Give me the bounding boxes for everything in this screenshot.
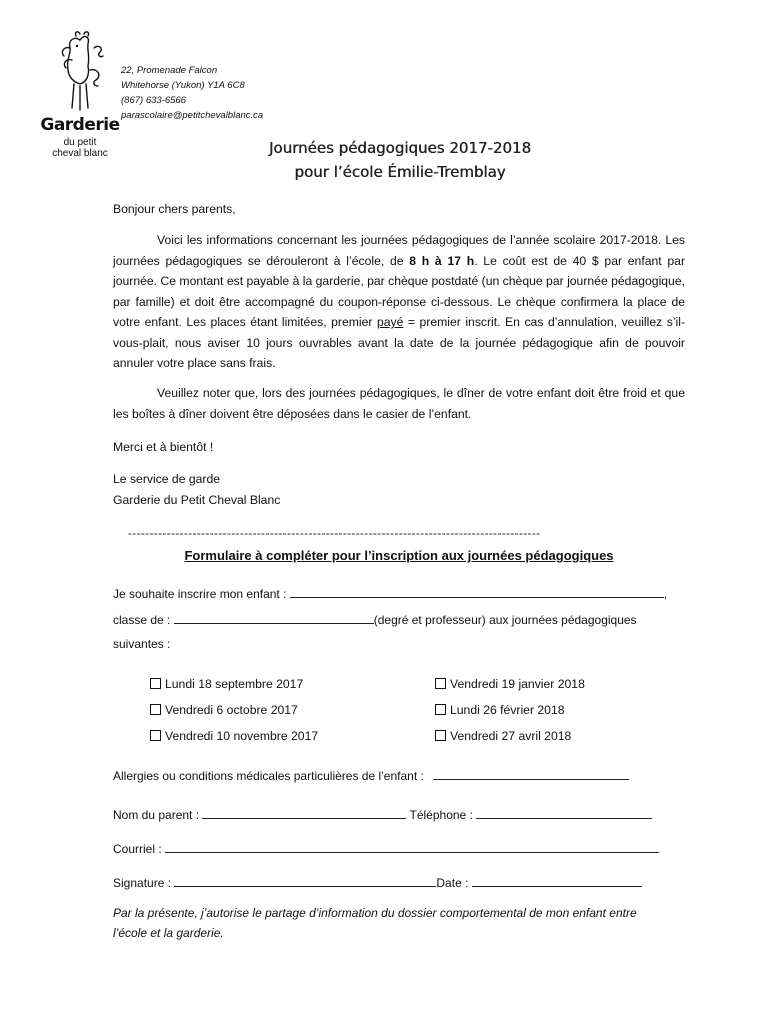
greeting: Bonjour chers parents, <box>113 202 236 216</box>
child-name-label: Je souhaite inscrire mon enfant : <box>113 587 287 601</box>
signature-field[interactable] <box>174 874 436 887</box>
signature-block <box>113 469 685 510</box>
child-name-row: Je souhaite inscrire mon enfant : , <box>113 587 668 601</box>
parent-label: Nom du parent : <box>113 808 200 822</box>
paragraph-lunch: Veuillez noter que, lors des journées pédagogiques, le dîner de votre enfant doit être froid et que les boîtes à dîner doivent être déposées dans le casier de l’enfant. <box>113 386 685 421</box>
day-checkbox[interactable]: Lundi 18 septembre 2017 <box>150 677 303 691</box>
parent-row <box>113 806 652 822</box>
phone-field[interactable] <box>476 806 652 819</box>
signature-org: Garderie du Petit Cheval Blanc <box>113 492 281 507</box>
parent-field[interactable] <box>202 806 406 819</box>
date-label: Date : <box>436 876 469 890</box>
address-city: Whitehorse (Yukon) Y1A 6C8 <box>121 80 245 91</box>
email-row <box>113 840 659 856</box>
day-checkbox[interactable]: Lundi 26 février 2018 <box>435 703 565 717</box>
day-checkbox[interactable]: Vendredi 27 avril 2018 <box>435 729 571 743</box>
signature-service: Le service de garde <box>113 472 221 486</box>
email-label: Courriel : <box>113 842 162 856</box>
checkbox-icon[interactable] <box>150 704 161 715</box>
address-email: parascolaire@petitchevalblanc.ca <box>121 110 264 121</box>
signature-row <box>113 874 642 890</box>
checkbox-icon[interactable] <box>435 678 446 689</box>
address-phone: (867) 633-6566 <box>121 95 186 106</box>
cut-line: ------------------------------------------------------------------------------------------------ <box>128 526 541 540</box>
hours: 8 h à 17 h <box>409 253 475 268</box>
day-checkbox[interactable]: Vendredi 10 novembre 2017 <box>150 729 318 743</box>
checkbox-icon[interactable] <box>435 704 446 715</box>
signature-label: Signature : <box>113 876 172 890</box>
allergies-field[interactable] <box>433 767 629 780</box>
logo <box>40 30 120 160</box>
checkbox-icon[interactable] <box>435 730 446 741</box>
date-field[interactable] <box>472 874 642 887</box>
closing: Merci et à bientôt ! <box>113 440 214 454</box>
title-line-1: Journées pédagogiques 2017-2018 <box>268 139 531 157</box>
class-field[interactable] <box>174 611 374 624</box>
class-label: classe de : <box>113 613 171 627</box>
title-line-2: pour l’école Émilie-Tremblay <box>294 163 506 181</box>
logo-subtitle: du petit cheval blanc <box>52 137 108 159</box>
checkbox-icon[interactable] <box>150 730 161 741</box>
allergies-label: Allergies ou conditions médicales particulières de l’enfant : <box>113 769 424 783</box>
horse-logo-icon <box>50 30 110 115</box>
allergies-row <box>113 767 629 783</box>
paid-word: payé <box>376 315 404 329</box>
email-field[interactable] <box>165 840 659 853</box>
address-block <box>121 63 263 123</box>
phone-label: Téléphone : <box>409 808 473 822</box>
child-name-field[interactable] <box>290 585 664 598</box>
class-row <box>113 611 637 627</box>
page-title <box>200 136 600 184</box>
consent-note: Par la présente, j’autorise le partage d’information du dossier comportemental de mon enfant entre l’école et la garderie. <box>113 906 637 940</box>
day-checkbox[interactable]: Vendredi 19 janvier 2018 <box>435 677 585 691</box>
form-title: Formulaire à compléter pour l’inscription aux journées pédagogiques <box>184 548 614 563</box>
checkbox-icon[interactable] <box>150 678 161 689</box>
address-street: 22, Promenade Falcon <box>121 65 218 76</box>
paragraph-info: Voici les informations concernant les journées pédagogiques de l’année scolaire 2017-2018. Les journées pédagogiques se dérouleront à l’école, de 8 h à 17 h. Le coût est de 40 $ par enfant par journée. Ce montant est payable à la garderie, par chèque postdaté (un chèque par journée pédagogique, par famille) et doit être accompagné du coupon-réponse ci-dessous. Le chèque confirmera la place de votre enfant. Les places étant limitées, premier payé = premier inscrit. En cas d’annulation, veuillez s’il-vous-plait, nous aviser 10 jours ouvrables avant la date de la journée pédagogique afin de pouvoir annuler votre place sans frais. <box>113 233 686 370</box>
day-checkbox[interactable]: Vendredi 6 octobre 2017 <box>150 703 298 717</box>
class-suffix-2: suivantes : <box>113 637 171 651</box>
class-suffix: (degré et professeur) aux journées pédagogiques <box>373 613 637 627</box>
logo-name: Garderie <box>40 115 120 135</box>
